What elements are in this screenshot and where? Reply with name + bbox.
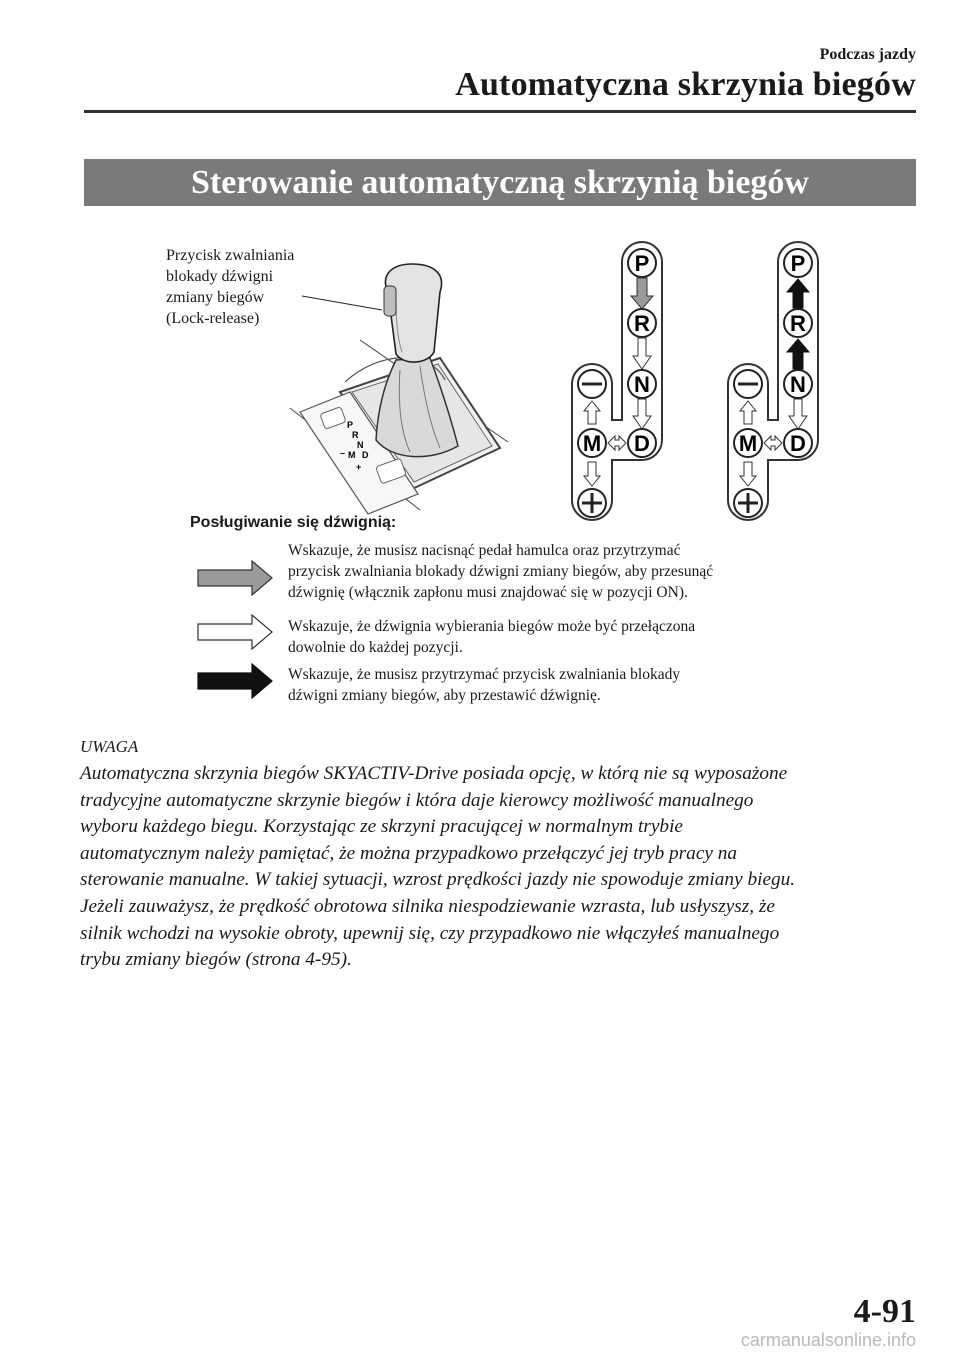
callout-leader-line (302, 296, 382, 310)
note-line: sterowanie manualne. W takiej sytuacji, wzrost prędkości jazdy nie spowoduje zmiany biegu. (80, 869, 796, 891)
gate-a-p-label: P (634, 251, 650, 276)
legend-line: dźwigni zmiany biegów, aby przestawić dźwignię. (288, 687, 601, 704)
note-line: trybu zmiany biegów (strona 4-95). (80, 949, 352, 971)
legend-line: Wskazuje, że musisz przytrzymać przycisk zwalniania blokady (288, 666, 681, 683)
gate-b-d-label: D (790, 431, 806, 456)
legend-black-arrow-icon (198, 664, 272, 698)
console-label-minus: – (340, 448, 346, 458)
gate-a-n-label: N (634, 372, 650, 397)
note-heading: UWAGA (80, 737, 139, 756)
gate-a-r-label: R (634, 311, 650, 336)
note-line: silnik wchodzi na wysokie obroty, upewnij się, czy przypadkowo nie włączyłeś manualnego (80, 922, 780, 944)
legend-line: przycisk zwalniania blokady dźwigni zmiany biegów, aby przesunąć (288, 563, 714, 580)
lock-release-button (384, 286, 396, 316)
header-chapter-title: Automatyczna skrzynia biegów (455, 66, 916, 103)
console-label-plus: + (356, 462, 362, 472)
legend-line: dowolnie do każdej pozycji. (288, 639, 463, 656)
note-line: tradycyjne automatyczne skrzynie biegów i która daje kierowcy możliwość manualnego (80, 789, 754, 811)
callout-line: (Lock-release) (166, 310, 260, 327)
gate-b-m-label: M (738, 431, 758, 456)
gate-b-r-label: R (790, 311, 806, 336)
legend-title: Posługiwanie się dźwignią: (190, 514, 397, 531)
legend-line: Wskazuje, że dźwignia wybierania biegów może być przełączona (288, 618, 696, 635)
gate-b-n-label: N (790, 372, 806, 397)
callout-line: Przycisk zwalniania (166, 247, 295, 264)
note-body (80, 761, 920, 974)
shift-gate-b (728, 242, 818, 520)
note-line: Jeżeli zauważysz, że prędkość obrotowa silnika niespodziewanie wzrasta, lub usłyszysz, że (80, 895, 775, 917)
callout-line: blokady dźwigni (166, 268, 274, 285)
note-line: wyboru każdego biegu. Korzystając ze skrzyni pracującej w normalnym trybie (80, 816, 683, 838)
console-label-m: M (348, 450, 356, 460)
header-section: Podczas jazdy (819, 46, 916, 63)
note-line: Automatyczna skrzynia biegów SKYACTIV-Drive posiada opcję, w którą nie są wyposażone (80, 763, 788, 784)
shift-console-illustration (290, 264, 508, 514)
legend-outline-arrow-icon (198, 615, 272, 649)
legend-item-black (288, 664, 868, 706)
gate-b-p-label: P (790, 251, 806, 276)
console-label-d: D (362, 450, 369, 460)
legend-item-gray (288, 540, 868, 603)
legend-line: Wskazuje, że musisz nacisnąć pedał hamulca oraz przytrzymać (288, 542, 681, 559)
page-number: 4-91 (853, 1293, 916, 1330)
console-label-p: P (347, 420, 354, 430)
legend-item-outline (288, 616, 868, 658)
gate-a-d-label: D (634, 431, 650, 456)
shift-gate-a (572, 242, 662, 520)
console-label-r: R (352, 430, 359, 440)
legend-gray-arrow-icon (198, 561, 272, 595)
note-line: automatycznym należy pamiętać, że można przypadkowo przełączyć jej tryb pracy na (80, 842, 738, 864)
gate-a-m-label: M (582, 431, 602, 456)
legend-line: dźwignię (włącznik zapłonu musi znajdować się w pozycji ON). (288, 584, 688, 601)
section-banner: Sterowanie automatyczną skrzynią biegów (84, 159, 916, 206)
footer-watermark: carmanualsonline.info (740, 1330, 916, 1350)
console-label-n: N (357, 440, 364, 450)
callout-line: zmiany biegów (166, 289, 265, 306)
